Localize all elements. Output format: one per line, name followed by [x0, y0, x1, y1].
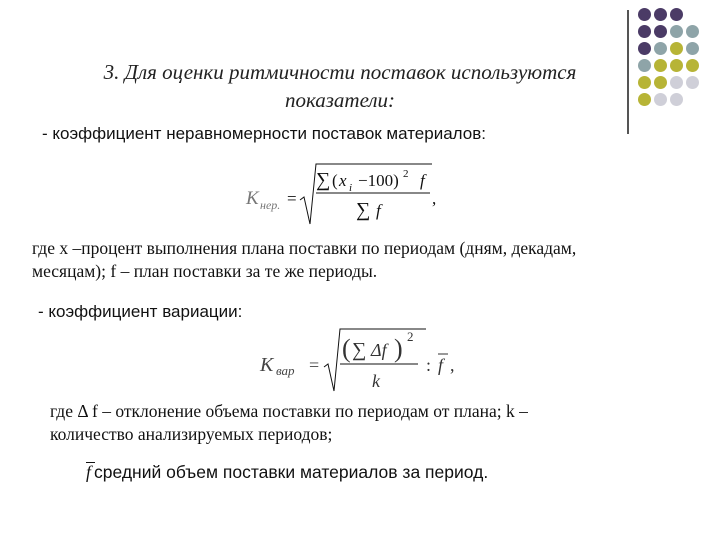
- dot-purple: [638, 8, 651, 21]
- f-bar-letter: f: [86, 462, 91, 482]
- f-bar-overline: [86, 462, 95, 463]
- dot-teal: [670, 25, 683, 38]
- numerator-minus-100: −100): [358, 171, 399, 190]
- dot-purple: [654, 8, 667, 21]
- numerator-index: i: [349, 182, 353, 194]
- k-subscript: вар: [276, 363, 295, 378]
- f-bar-symbol: f: [438, 355, 444, 375]
- numerator-exponent: 2: [407, 329, 414, 344]
- trailing-comma: ,: [450, 355, 455, 375]
- title-line-1: 3. Для оценки ритмичности поставок используются: [103, 60, 577, 84]
- dot-olive: [670, 42, 683, 55]
- denominator-k: k: [372, 371, 380, 391]
- f-bar-inline: [86, 460, 94, 484]
- explanation-mean-volume: [86, 460, 488, 484]
- decorative-dot-grid: [638, 8, 718, 128]
- title-line-2: показатели:: [284, 88, 396, 112]
- sigma-symbol: ∑: [352, 339, 367, 361]
- k-subscript: нер.: [260, 198, 281, 212]
- denominator-f: f: [376, 201, 381, 220]
- mean-volume-text: средний объем поставки материалов за период.: [94, 462, 489, 482]
- decorative-vertical-line: [627, 10, 629, 134]
- slide-title: [60, 58, 620, 114]
- numerator-open: (: [342, 334, 351, 363]
- formula-variation-coefficient: [254, 325, 474, 395]
- numerator-f: f: [420, 171, 425, 190]
- formula-uneven-coefficient: [240, 160, 460, 230]
- dot-light: [654, 93, 667, 106]
- dot-light: [686, 76, 699, 89]
- equals-sign: =: [309, 355, 320, 375]
- dot-teal: [654, 42, 667, 55]
- dot-teal: [686, 42, 699, 55]
- dot-purple: [638, 42, 651, 55]
- dot-olive: [654, 59, 667, 72]
- equals-sign: =: [287, 189, 297, 208]
- numerator-open: (: [332, 171, 338, 190]
- dot-teal: [686, 25, 699, 38]
- item-uneven-coefficient: - коэффициент неравномерности поставок материалов:: [42, 124, 486, 143]
- divide-sign: :: [426, 355, 432, 375]
- explanation-delta-line-2: количество анализируемых периодов;: [50, 424, 333, 444]
- dot-purple: [654, 25, 667, 38]
- dot-light: [670, 93, 683, 106]
- k-symbol: K: [246, 188, 259, 209]
- numerator-close: ): [394, 334, 403, 363]
- sigma-symbol: ∑: [316, 169, 331, 191]
- delta-f: Δf: [371, 340, 387, 360]
- explanation-line-1: где х –процент выполнения плана поставки по периодам (дням, декадам,: [32, 238, 577, 258]
- dot-purple: [638, 25, 651, 38]
- dot-olive: [638, 76, 651, 89]
- dot-olive: [654, 76, 667, 89]
- dot-olive: [638, 93, 651, 106]
- explanation-line-2: месяцам); f – план поставки за те же периоды.: [32, 261, 378, 281]
- trailing-comma: ,: [432, 189, 437, 208]
- item-variation-coefficient: - коэффициент вариации:: [38, 302, 243, 321]
- dot-olive: [686, 59, 699, 72]
- numerator-variable: x: [339, 171, 347, 190]
- explanation-delta-line-1: где Δ f – отклонение объема поставки по периодам от плана; k –: [50, 401, 528, 421]
- dot-purple: [670, 8, 683, 21]
- denominator-sigma: ∑: [356, 199, 371, 221]
- k-symbol: K: [260, 354, 274, 376]
- dot-light: [670, 76, 683, 89]
- dot-teal: [638, 59, 651, 72]
- dot-olive: [670, 59, 683, 72]
- numerator-exponent: 2: [403, 168, 409, 180]
